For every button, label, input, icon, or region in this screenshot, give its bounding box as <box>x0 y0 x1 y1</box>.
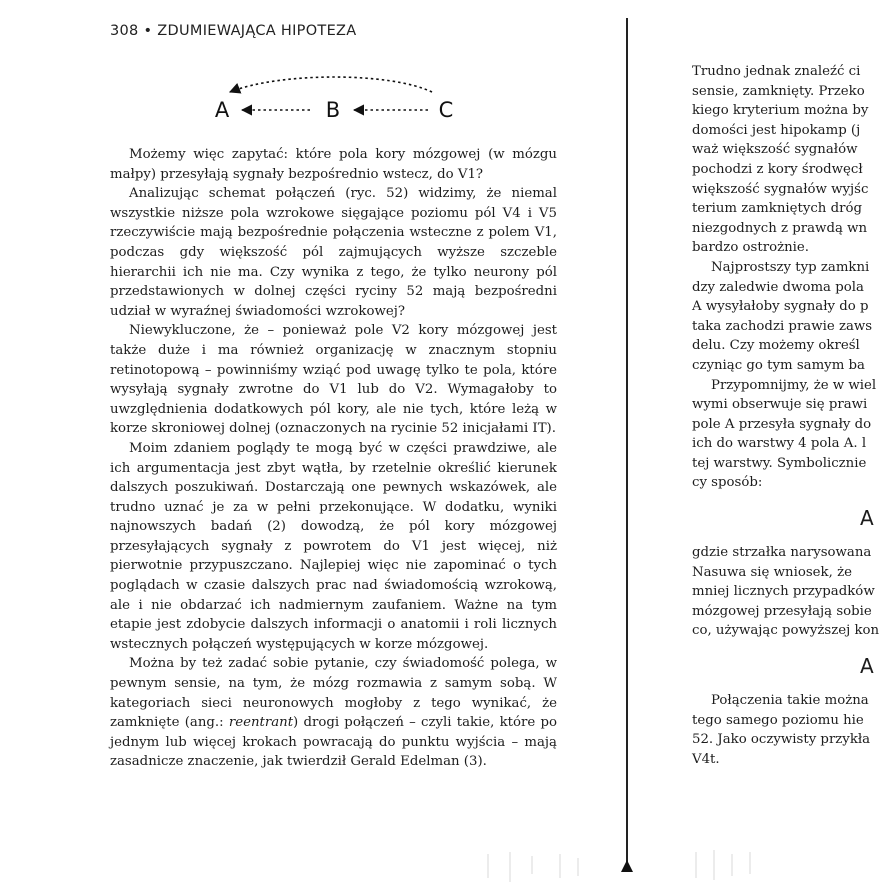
paragraph <box>110 654 557 772</box>
header-bullet: • <box>143 23 153 39</box>
text-run: ) drogi połączeń – czyli takie, które po jednym lub więcej krokach powracają do punktu wyjścia – mają zasadnicze znaczenie, jak twierdził Gerald Edelman (3). <box>110 715 557 770</box>
paragraph: Moim zdaniem poglądy te mogą być w części prawdziwe, ale ich argumentacja jest zbyt wątła, by rzetelnie określić kierunek dalszych poszukiwań. Dostarczają one pewnych wskazówek, ale trudno uznać je za w pełni przekonujące. W dodatku, wyniki najnowszych badań (2) dowodzą, że pól kory mózgowej przesyłających sygnały z powrotem do V1 jest więcej, niż pierwotnie przypuszczano. Najlepiej więc nie zapominać o tych poglądach w czasie dalszych prac nad świadomością wzrokową, ale i nie obdarzać ich nadmiernym zaufaniem. Ważne na tym etapie jest zdobycie dalszych informacji o anatomii i roli licznych wstecznych połączeń występujących w korze mózgowej. <box>110 440 557 652</box>
left-body-text <box>110 145 557 772</box>
arc-arrow-c-to-a <box>230 77 432 92</box>
text-line: mniej licznych przypadków <box>692 584 875 600</box>
paragraph: Analizując schemat połączeń (ryc. 52) widzimy, że niemal wszystkie niższe pola wzrokowe sięgające poziomu pól V4 i V5 rzeczywiście mają bezpośrednie połączenia wsteczne z polem V1, podczas gdy większość pól zajmujących wyższe szczeble hierarchii ich nie ma. Czy wynika z tego, że tylko neurony pól przedstawionych w dolnej części ryciny 52 mają bezpośredni udział w wyraźnej świadomości wzrokowej? <box>110 186 557 319</box>
text-line: V4t. <box>692 751 720 767</box>
text-line: Przypomnijmy, że w wiel <box>711 377 877 393</box>
paragraph: Możemy więc zapytać: które pola kory mózgowej (w mózgu małpy) przesyłają sygnały bezpośrednio wstecz, do V1? <box>110 147 557 182</box>
text-line: tego samego poziomu hie <box>692 712 864 728</box>
text-line: Trudno jednak znaleźć ci <box>692 64 861 79</box>
text-line: gdzie strzałka narysowana <box>692 545 872 561</box>
text-line: domości jest hipokamp (j <box>692 122 861 138</box>
text-line: co, używając powyższej kon <box>692 623 880 639</box>
paragraph: Niewykluczone, że – ponieważ pole V2 kory mózgowej jest także duże i ma również organizację w znacznym stopniu retinotopową – powinniśmy wziąć pod uwagę tylko te pola, które wysyłają sygnały zwrotne do V1 lub do V2. Wymagałoby to uwzględnienia dodatkowych pól kory, ale nie tych, które leżą w korze skroniowej dolnej (oznaczonych na rycinie 52 inicjałami IT). <box>110 323 557 437</box>
equation-1: A <box>860 506 874 531</box>
text-line: Nasuwa się wniosek, że <box>692 564 852 580</box>
text-line: A wysyłałoby sygnały do p <box>692 299 869 315</box>
text-line: pole A przesyła sygnały do <box>692 416 872 432</box>
text-line: bardzo ostrożnie. <box>692 240 809 256</box>
running-title: ZDUMIEWAJĄCA HIPOTEZA <box>157 23 357 39</box>
node-a: A <box>214 98 230 122</box>
text-line: cy sposób: <box>692 475 763 491</box>
text-line: dzy zaledwie dwoma pola <box>692 279 864 295</box>
text-line: taka zachodzi prawie zaws <box>692 318 873 334</box>
text-line: niezgodnych z prawdą wn <box>692 220 868 236</box>
text-line: pochodzi z kory środwęcł <box>692 161 863 177</box>
text-line: tej warstwy. Symbolicznie <box>692 455 867 471</box>
diagram-svg <box>200 74 480 130</box>
bleed-through-marks <box>686 846 786 886</box>
text-line: wymi obserwuje się prawi <box>692 397 868 413</box>
text-line: Najprostszy typ zamkni <box>711 259 870 275</box>
running-header <box>110 23 357 39</box>
text-line: czyniąc go tym samym ba <box>692 357 865 373</box>
page-gutter <box>626 18 628 870</box>
text-line: delu. Czy możemy określ <box>692 338 860 354</box>
node-b: B <box>325 98 341 122</box>
text-line: terium zamkniętych dróg <box>692 201 862 217</box>
text-run: Można by też zadać sobie pytanie, czy świadomość polega, w pewnym sensie, na tym, że mózg rozmawia z samym sobą. W kategoriach sieci neuronowych mogłoby z tego wynikać, że zamknięte (ang.: <box>110 656 557 731</box>
italic-term: reentrant <box>228 715 294 731</box>
text-line: waż większość sygnałów <box>692 142 858 158</box>
bleed-through-marks <box>480 848 590 888</box>
text-line: 52. Jako oczywisty przykła <box>692 732 871 748</box>
right-body-text <box>692 62 893 769</box>
text-line: większość sygnałów wyjśc <box>692 181 869 197</box>
text-line: mózgowej przesyłają sobie <box>692 603 872 619</box>
text-line: kiego kryterium można by <box>692 103 869 119</box>
text-line: ich do warstwy 4 pola A. l <box>692 436 867 452</box>
gutter-marker <box>621 860 633 872</box>
equation-2: A <box>860 654 874 679</box>
reentrant-diagram <box>200 74 480 130</box>
text-line: sensie, zamknięty. Przeko <box>692 83 865 99</box>
right-page <box>636 0 893 894</box>
page-number: 308 <box>110 23 139 39</box>
text-line: Połączenia takie można <box>711 693 869 709</box>
node-c: C <box>438 98 454 122</box>
